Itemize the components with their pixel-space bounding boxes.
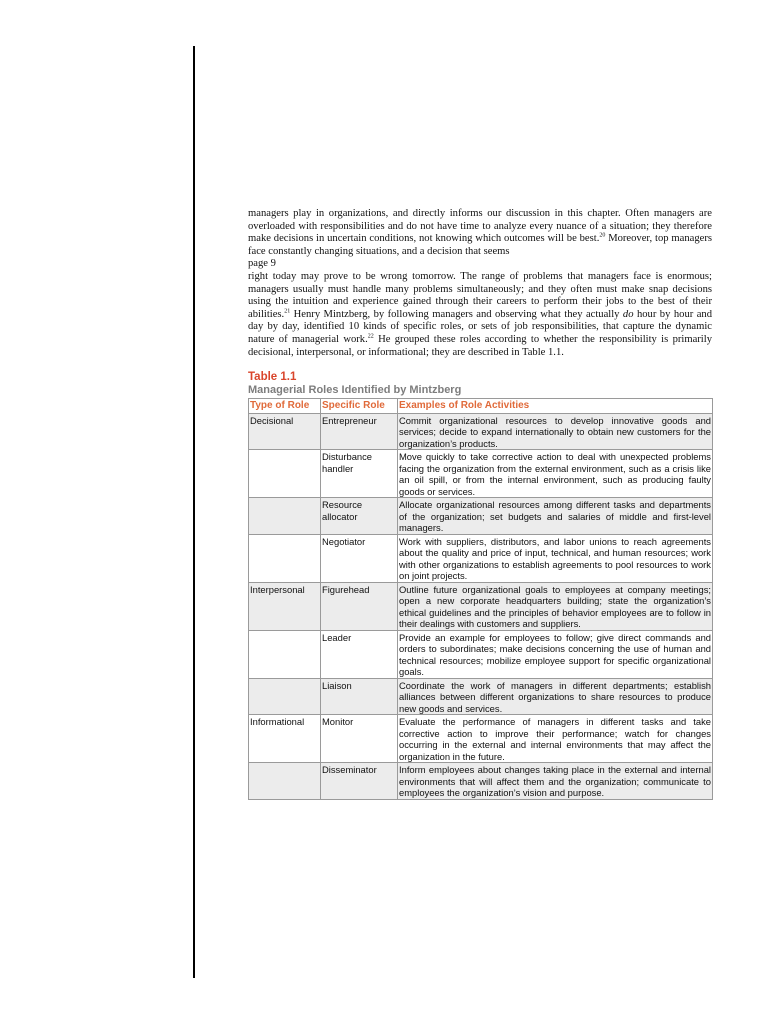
para2c-text: hour by hour and day by day, identified 10 kinds of specific roles, or sets of job responsibilities, that capture the dynamic nature of managerial work. [248,308,712,345]
cell-role: Negotiator [321,534,398,582]
cell-role: Disturbance handler [321,450,398,498]
cell-example: Work with suppliers, distributors, and labor unions to reach agreements about the quality and price of input, technical, and human resources; work with other organizations to establish agreements to pool resources to work on joint projects. [399,535,711,581]
cell-role: Resource allocator [321,498,398,535]
footnote-ref-22[interactable]: 22 [367,333,374,340]
cell-type [249,763,321,800]
para2b-text: Henry Mintzberg, by following managers and observing what they actually [290,308,623,320]
cell-example: Move quickly to take corrective action to deal with unexpected problems facing the organization from the external environment, such as a crisis like an oil spill, or from the internal environment, such as producing faulty goods or services. [399,451,711,497]
table-row [249,450,713,498]
para2d-text: He grouped these roles according to whether the responsibility is primarily decisional, interpersonal, or informational; they are described in Table 1.1. [248,333,712,358]
cell-type: Informational [249,715,321,763]
cell-role: Disseminator [321,763,398,800]
cell-example: Outline future organizational goals to employees at company meetings; open a new corporate headquarters building; state the organization’s ethical guidelines and the principles of behavior employees are to follow in their dealings with customers and suppliers. [399,583,711,629]
cell-type: Interpersonal [249,582,321,630]
paragraph-2 [248,271,712,359]
para1-text: managers play in organizations, and directly informs our discussion in this chapter. Often managers are overloaded with responsibilities and do not have time to analyze every nuance of a situation; they therefore make decisions in uncertain conditions, not knowing which outcomes will be best. [248,208,712,245]
para2a-text: right today may prove to be wrong tomorrow. The range of problems that managers face is enormous; managers usually must handle many problems simultaneously; and they often must make snap decisions using the intuition and experience gained through their careers to perform their jobs to the best of their abilities. [248,270,712,320]
page-marker: page 9 [248,258,276,270]
cell-type [249,534,321,582]
table-row [249,630,713,678]
table-row [249,498,713,535]
cell-example: Allocate organizational resources among different tasks and departments of the organization; set budgets and salaries of middle and first-level managers. [399,499,711,533]
footnote-ref-21[interactable]: 21 [284,308,291,315]
margin-rule [193,46,195,978]
header-role: Specific Role [321,399,398,414]
para2-italic: do [622,308,634,320]
cell-type [249,450,321,498]
cell-example: Inform employees about changes taking place in the external and internal environments that will affect them and the organization; communicate to employees the organization’s vision and purpose. [399,764,711,798]
cell-example: Evaluate the performance of managers in different tasks and take corrective action to improve their performance; watch for changes occurring in the external and internal environments that may affect the organization in the future. [399,716,711,762]
para1b-text: Moreover, top managers face constantly changing situations, and a decision that seems [248,233,712,257]
table-row [249,763,713,800]
roles-table [248,398,713,800]
cell-example: Coordinate the work of managers in different departments; establish alliances between different organizations to share resources to produce new goods and services. [399,679,711,714]
cell-role: Entrepreneur [321,413,398,450]
table-label: Table 1.1 [248,371,297,383]
table-row [249,715,713,763]
cell-type [249,678,321,715]
cell-role: Monitor [321,715,398,763]
header-examples: Examples of Role Activities [398,399,713,414]
cell-type: Decisional [249,413,321,450]
table-title: Managerial Roles Identified by Mintzberg [248,384,462,396]
table-body [249,413,713,799]
cell-role: Liaison [321,678,398,715]
table-row [249,534,713,582]
cell-example: Provide an example for employees to follow; give direct commands and orders to subordinates; make decisions concerning the use of human and technical resources; mobilize employee support for specific organizational goals. [399,631,711,677]
table-header-row [249,399,713,414]
cell-type [249,630,321,678]
roles-table-block [248,371,712,800]
cell-type [249,498,321,535]
table-row [249,678,713,715]
cell-role: Leader [321,630,398,678]
header-type: Type of Role [249,399,321,414]
table-row [249,413,713,450]
cell-example: Commit organizational resources to develop innovative goods and services; decide to expand internationally to obtain new customers for the organization’s products. [399,414,711,449]
table-row [249,582,713,630]
paragraph-1 [248,208,712,258]
cell-role: Figurehead [321,582,398,630]
body-text [248,208,712,359]
footnote-ref-20[interactable]: 20 [599,232,606,239]
